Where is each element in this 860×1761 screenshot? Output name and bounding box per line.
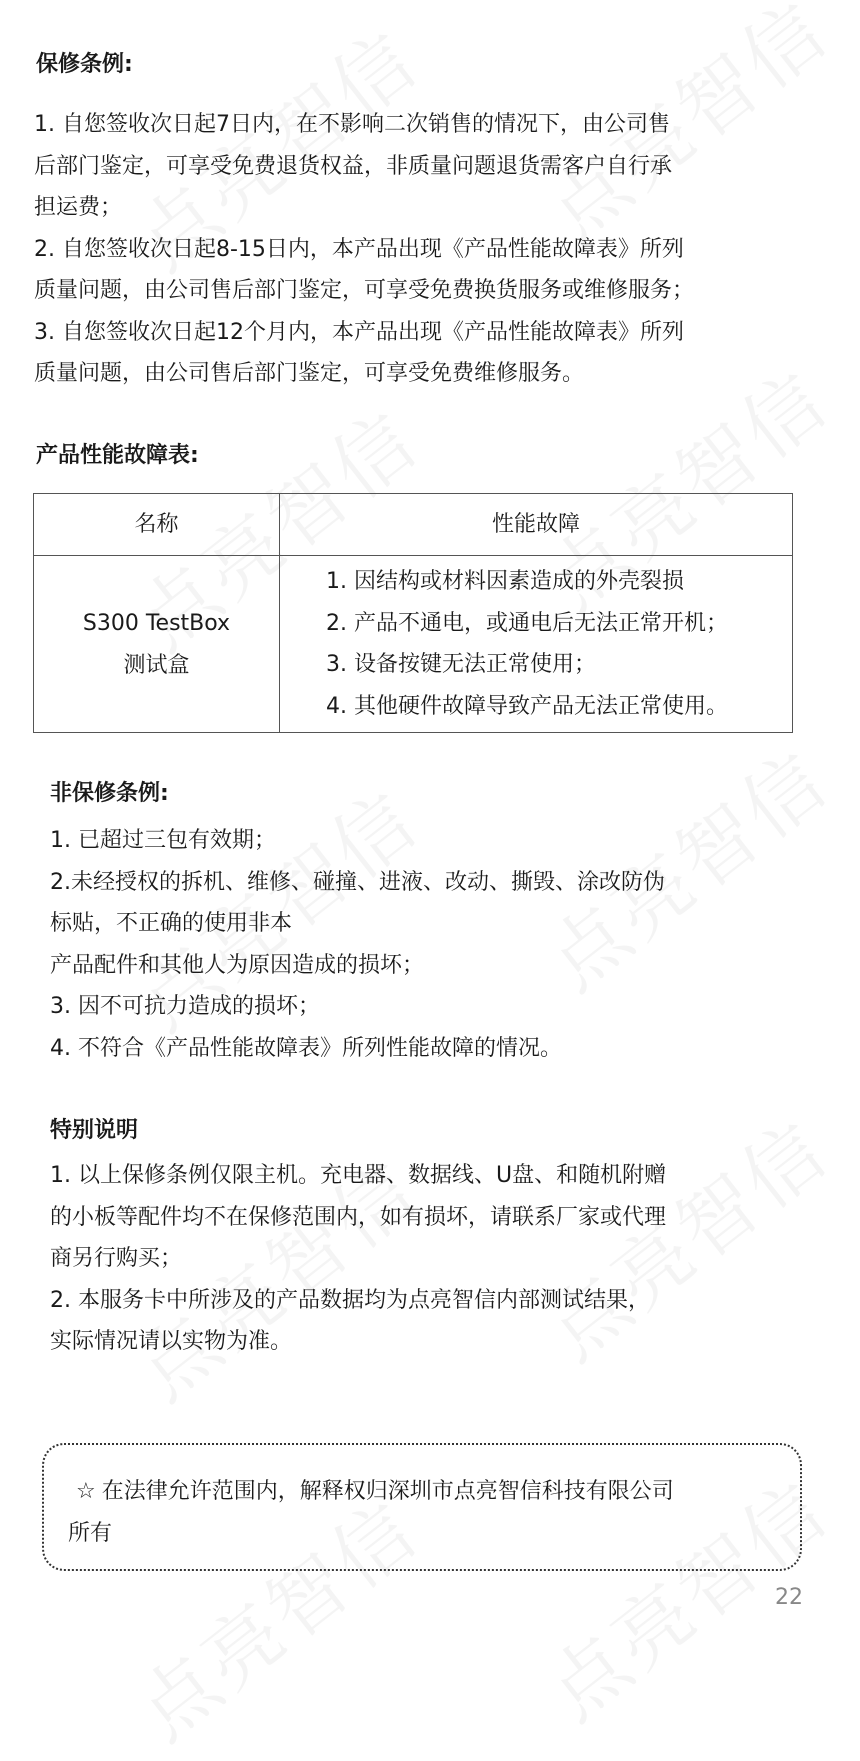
warranty-body <box>34 104 694 395</box>
table-cell-faults <box>326 561 728 727</box>
star-icon: ☆ <box>76 1479 96 1504</box>
fault-item: 3. 设备按键无法正常使用； <box>326 652 596 677</box>
non-warranty-line: 产品配件和其他人为原因造成的损坏； <box>50 952 425 978</box>
notice-line: 所有 <box>68 1521 113 1546</box>
non-warranty-line: 标贴，不正确的使用非本 <box>50 911 293 936</box>
special-line: 1. 以上保修条例仅限主机。充电器、数据线、U盘、和随机附赠 <box>50 1163 667 1188</box>
special-title: 特别说明 <box>50 1118 139 1143</box>
non-warranty-body <box>50 820 665 1069</box>
notice-text <box>68 1471 674 1555</box>
fault-item: 4. 其他硬件故障导致产品无法正常使用。 <box>326 693 728 719</box>
fault-table <box>33 493 793 733</box>
non-warranty-line: 1. 已超过三包有效期； <box>50 828 276 853</box>
special-line: 商另行购买； <box>50 1246 183 1271</box>
fault-item: 1. 因结构或材料因素造成的外壳裂损 <box>326 569 684 594</box>
warranty-line: 2. 自您签收次日起8-15日内，本产品出现《产品性能故障表》所列 <box>34 236 684 262</box>
fault-item: 2. 产品不通电，或通电后无法正常开机； <box>326 610 728 636</box>
special-body <box>50 1155 666 1363</box>
product-name-cn: 测试盒 <box>123 652 190 678</box>
table-header-name: 名称 <box>134 512 179 537</box>
warranty-line: 3. 自您签收次日起12个月内，本产品出现《产品性能故障表》所列 <box>34 319 684 345</box>
warranty-line: 质量问题，由公司售后部门鉴定，可享受免费维修服务。 <box>34 361 585 386</box>
non-warranty-line: 4. 不符合《产品性能故障表》所列性能故障的情况。 <box>50 1035 562 1061</box>
warranty-line: 担运费； <box>34 195 123 220</box>
table-header-fault: 性能故障 <box>491 512 580 537</box>
non-warranty-title: 非保修条例: <box>50 781 169 806</box>
special-line: 实际情况请以实物为准。 <box>50 1329 293 1354</box>
notice-line: 在法律允许范围内，解释权归深圳市点亮智信科技有限公司 <box>101 1479 674 1504</box>
fault-table-title: 产品性能故障表: <box>36 443 199 468</box>
special-line: 2. 本服务卡中所涉及的产品数据均为点亮智信内部测试结果， <box>50 1287 650 1313</box>
special-line: 的小板等配件均不在保修范围内，如有损坏，请联系厂家或代理 <box>50 1204 667 1230</box>
warranty-title: 保修条例: <box>36 52 133 77</box>
notice-box <box>42 1443 802 1571</box>
warranty-line: 1. 自您签收次日起7日内，在不影响二次销售的情况下，由公司售 <box>34 112 670 137</box>
warranty-line: 质量问题，由公司售后部门鉴定，可享受免费换货服务或维修服务； <box>34 278 695 303</box>
page-number: 22 <box>775 1585 803 1610</box>
warranty-line: 后部门鉴定，可享受免费退货权益，非质量问题退货需客户自行承 <box>34 153 673 179</box>
table-cell-product <box>34 557 279 732</box>
non-warranty-line: 2.未经授权的拆机、维修、碰撞、进液、改动、撕毁、涂改防伪 <box>50 869 665 895</box>
product-name: S300 TestBox <box>82 610 231 636</box>
non-warranty-line: 3. 因不可抗力造成的损坏； <box>50 994 320 1019</box>
